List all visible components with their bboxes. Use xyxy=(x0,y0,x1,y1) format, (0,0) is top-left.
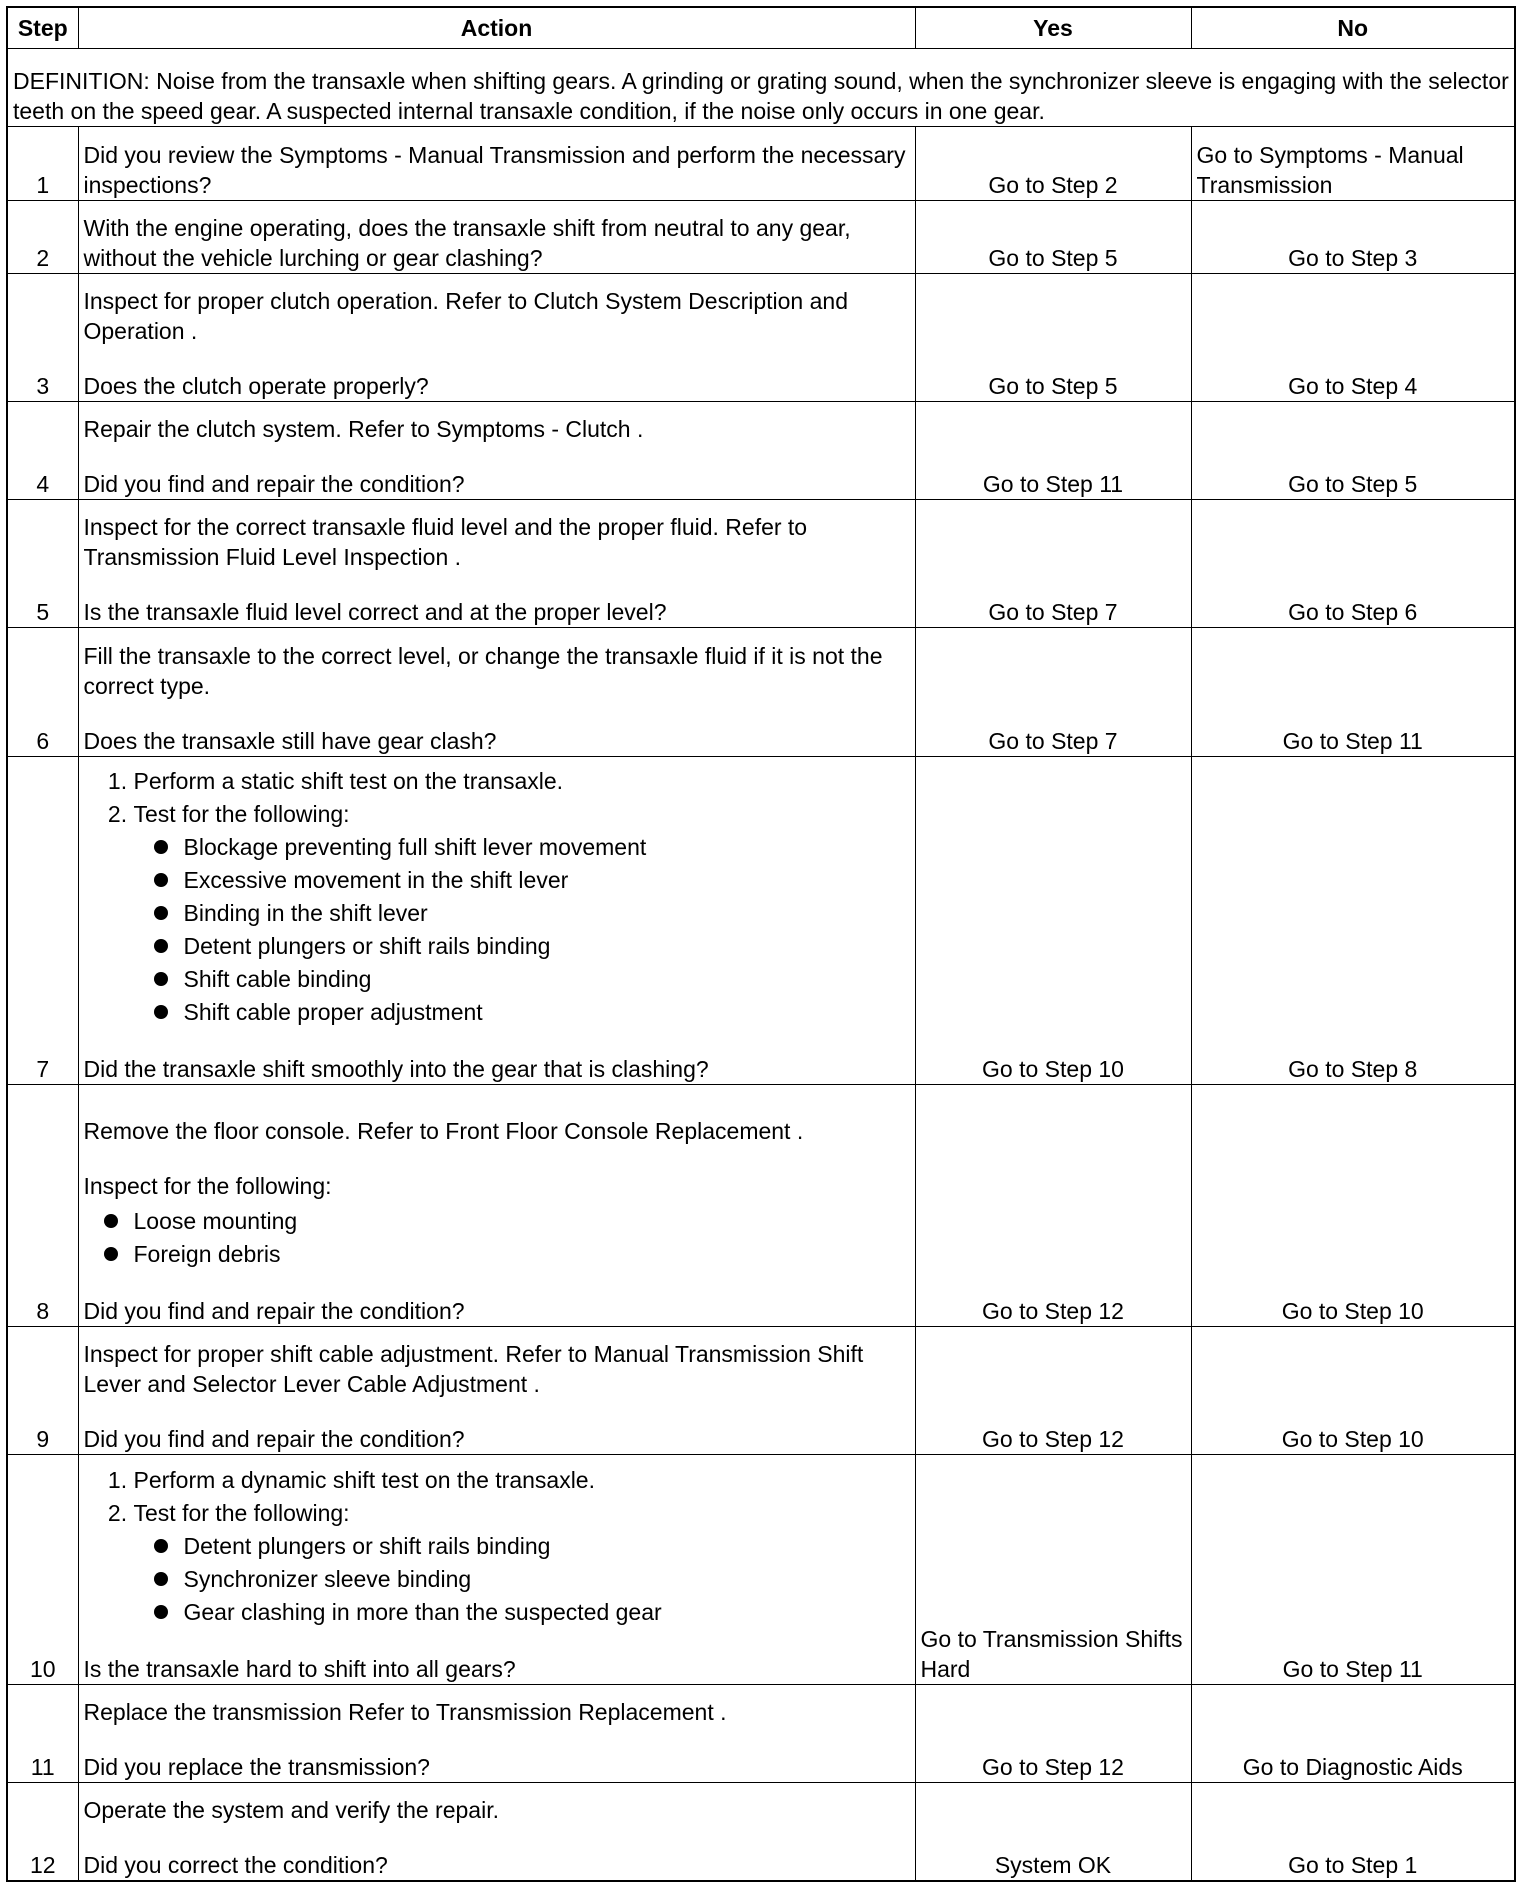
action-text: Inspect for proper clutch operation. Refer to Clutch System Description and Operation . xyxy=(83,288,848,344)
step-number: 2 xyxy=(7,201,78,274)
header-yes: Yes xyxy=(915,7,1191,49)
action-question: Does the transaxle still have gear clash? xyxy=(83,728,497,754)
action-text: Inspect for proper shift cable adjustment. Refer to Manual Transmission Shift Lever and Selector Lever Cable Adjustment . xyxy=(83,1341,864,1397)
action-cell xyxy=(78,628,915,757)
bullet-item: Loose mounting xyxy=(134,1205,910,1238)
yes-cell: Go to Transmission Shifts Hard xyxy=(915,1455,1191,1685)
action-question: Did you find and repair the condition? xyxy=(83,1298,465,1324)
yes-cell: Go to Step 10 xyxy=(915,757,1191,1085)
no-cell: Go to Step 6 xyxy=(1191,500,1515,628)
table-row xyxy=(7,1327,1515,1455)
header-action: Action xyxy=(78,7,915,49)
table-row xyxy=(7,757,1515,1085)
yes-cell: Go to Step 5 xyxy=(915,274,1191,402)
table-row xyxy=(7,1685,1515,1783)
table-row xyxy=(7,127,1515,201)
action-cell xyxy=(78,500,915,628)
action-cell xyxy=(78,402,915,500)
bullet-list xyxy=(134,1530,910,1629)
list-item xyxy=(134,1497,910,1629)
action-text: Repair the clutch system. Refer to Symptoms - Clutch . xyxy=(83,416,644,442)
action-question: Is the transaxle fluid level correct and at the proper level? xyxy=(83,599,667,625)
list-item: 1. Perform a static shift test on the transaxle. xyxy=(134,765,910,798)
bullet-item: Detent plungers or shift rails binding xyxy=(184,930,910,963)
action-question: Did the transaxle shift smoothly into the gear that is clashing? xyxy=(83,1056,709,1082)
step-number: 10 xyxy=(7,1455,78,1685)
list-item-text: Test for the following: xyxy=(133,1500,350,1526)
yes-cell: Go to Step 11 xyxy=(915,402,1191,500)
no-cell: Go to Step 11 xyxy=(1191,1455,1515,1685)
action-cell xyxy=(78,1455,915,1685)
action-text: With the engine operating, does the transaxle shift from neutral to any gear, without the vehicle lurching or gear clashing? xyxy=(83,215,851,271)
action-text: Inspect for the correct transaxle fluid level and the proper fluid. Refer to Transmission Fluid Level Inspection . xyxy=(83,514,808,570)
action-question: Did you find and repair the condition? xyxy=(83,471,465,497)
no-cell: Go to Step 3 xyxy=(1191,201,1515,274)
step-number: 5 xyxy=(7,500,78,628)
bullet-item: Excessive movement in the shift lever xyxy=(184,864,910,897)
table-row xyxy=(7,1783,1515,1881)
no-cell: Go to Step 8 xyxy=(1191,757,1515,1085)
action-text-2: Inspect for the following: xyxy=(83,1173,332,1199)
definition-text: DEFINITION: Noise from the transaxle when shifting gears. A grinding or grating sound, when the synchronizer sleeve is engaging with the selector teeth on the speed gear. A suspected internal transaxle condition, if the noise only occurs in one gear. xyxy=(7,49,1515,127)
table-row xyxy=(7,201,1515,274)
step-number: 6 xyxy=(7,628,78,757)
diagnostic-table xyxy=(6,6,1516,1882)
step-number: 1 xyxy=(7,127,78,201)
action-question: Is the transaxle hard to shift into all gears? xyxy=(83,1656,516,1682)
step-number: 9 xyxy=(7,1327,78,1455)
step-number: 7 xyxy=(7,757,78,1085)
action-question: Does the clutch operate properly? xyxy=(83,373,429,399)
header-step: Step xyxy=(7,7,78,49)
action-cell xyxy=(78,127,915,201)
yes-cell: Go to Step 7 xyxy=(915,500,1191,628)
header-row xyxy=(7,7,1515,49)
list-item-text: Test for the following: xyxy=(133,801,350,827)
bullet-list xyxy=(84,1205,910,1271)
step-number: 12 xyxy=(7,1783,78,1881)
no-cell: Go to Symptoms - Manual Transmission xyxy=(1191,127,1515,201)
step-number: 11 xyxy=(7,1685,78,1783)
list-item xyxy=(134,798,910,1029)
yes-cell: System OK xyxy=(915,1783,1191,1881)
action-cell xyxy=(78,1085,915,1327)
yes-cell: Go to Step 5 xyxy=(915,201,1191,274)
bullet-item: Shift cable binding xyxy=(184,963,910,996)
action-cell xyxy=(78,201,915,274)
no-cell: Go to Step 10 xyxy=(1191,1327,1515,1455)
bullet-list xyxy=(134,831,910,1029)
action-question: Did you replace the transmission? xyxy=(83,1754,430,1780)
action-cell xyxy=(78,1783,915,1881)
definition-row xyxy=(7,49,1515,127)
table-row xyxy=(7,1455,1515,1685)
action-cell xyxy=(78,1685,915,1783)
bullet-item: Binding in the shift lever xyxy=(184,897,910,930)
table-row xyxy=(7,402,1515,500)
bullet-item: Synchronizer sleeve binding xyxy=(184,1563,910,1596)
action-cell xyxy=(78,274,915,402)
table-row xyxy=(7,628,1515,757)
yes-cell: Go to Step 7 xyxy=(915,628,1191,757)
procedure-list xyxy=(84,765,910,1029)
step-number: 3 xyxy=(7,274,78,402)
yes-cell: Go to Step 12 xyxy=(915,1085,1191,1327)
no-cell: Go to Step 4 xyxy=(1191,274,1515,402)
no-cell: Go to Step 11 xyxy=(1191,628,1515,757)
bullet-item: Shift cable proper adjustment xyxy=(184,996,910,1029)
action-text: Did you review the Symptoms - Manual Transmission and perform the necessary inspections? xyxy=(83,142,906,198)
step-number: 4 xyxy=(7,402,78,500)
step-number: 8 xyxy=(7,1085,78,1327)
action-text: Operate the system and verify the repair. xyxy=(83,1796,499,1823)
procedure-list xyxy=(84,1464,910,1629)
list-item: 1. Perform a dynamic shift test on the transaxle. xyxy=(134,1464,910,1497)
no-cell: Go to Diagnostic Aids xyxy=(1191,1685,1515,1783)
action-question: Did you find and repair the condition? xyxy=(83,1426,465,1452)
bullet-item: Blockage preventing full shift lever movement xyxy=(184,831,910,864)
table-row xyxy=(7,274,1515,402)
bullet-item: Foreign debris xyxy=(134,1238,910,1271)
yes-cell: Go to Step 2 xyxy=(915,127,1191,201)
action-cell xyxy=(78,1327,915,1455)
action-question: Did you correct the condition? xyxy=(83,1851,388,1878)
bullet-item: Gear clashing in more than the suspected gear xyxy=(184,1596,910,1629)
no-cell: Go to Step 10 xyxy=(1191,1085,1515,1327)
action-text: Replace the transmission Refer to Transmission Replacement . xyxy=(83,1699,727,1725)
header-no: No xyxy=(1191,7,1515,49)
bullet-item: Detent plungers or shift rails binding xyxy=(184,1530,910,1563)
action-text: Remove the floor console. Refer to Front Floor Console Replacement . xyxy=(83,1118,804,1144)
table-row xyxy=(7,500,1515,628)
table-row xyxy=(7,1085,1515,1327)
yes-cell: Go to Step 12 xyxy=(915,1327,1191,1455)
no-cell: Go to Step 5 xyxy=(1191,402,1515,500)
action-text: Fill the transaxle to the correct level, or change the transaxle fluid if it is not the correct type. xyxy=(83,643,883,699)
yes-cell: Go to Step 12 xyxy=(915,1685,1191,1783)
action-cell xyxy=(78,757,915,1085)
no-cell: Go to Step 1 xyxy=(1191,1783,1515,1881)
